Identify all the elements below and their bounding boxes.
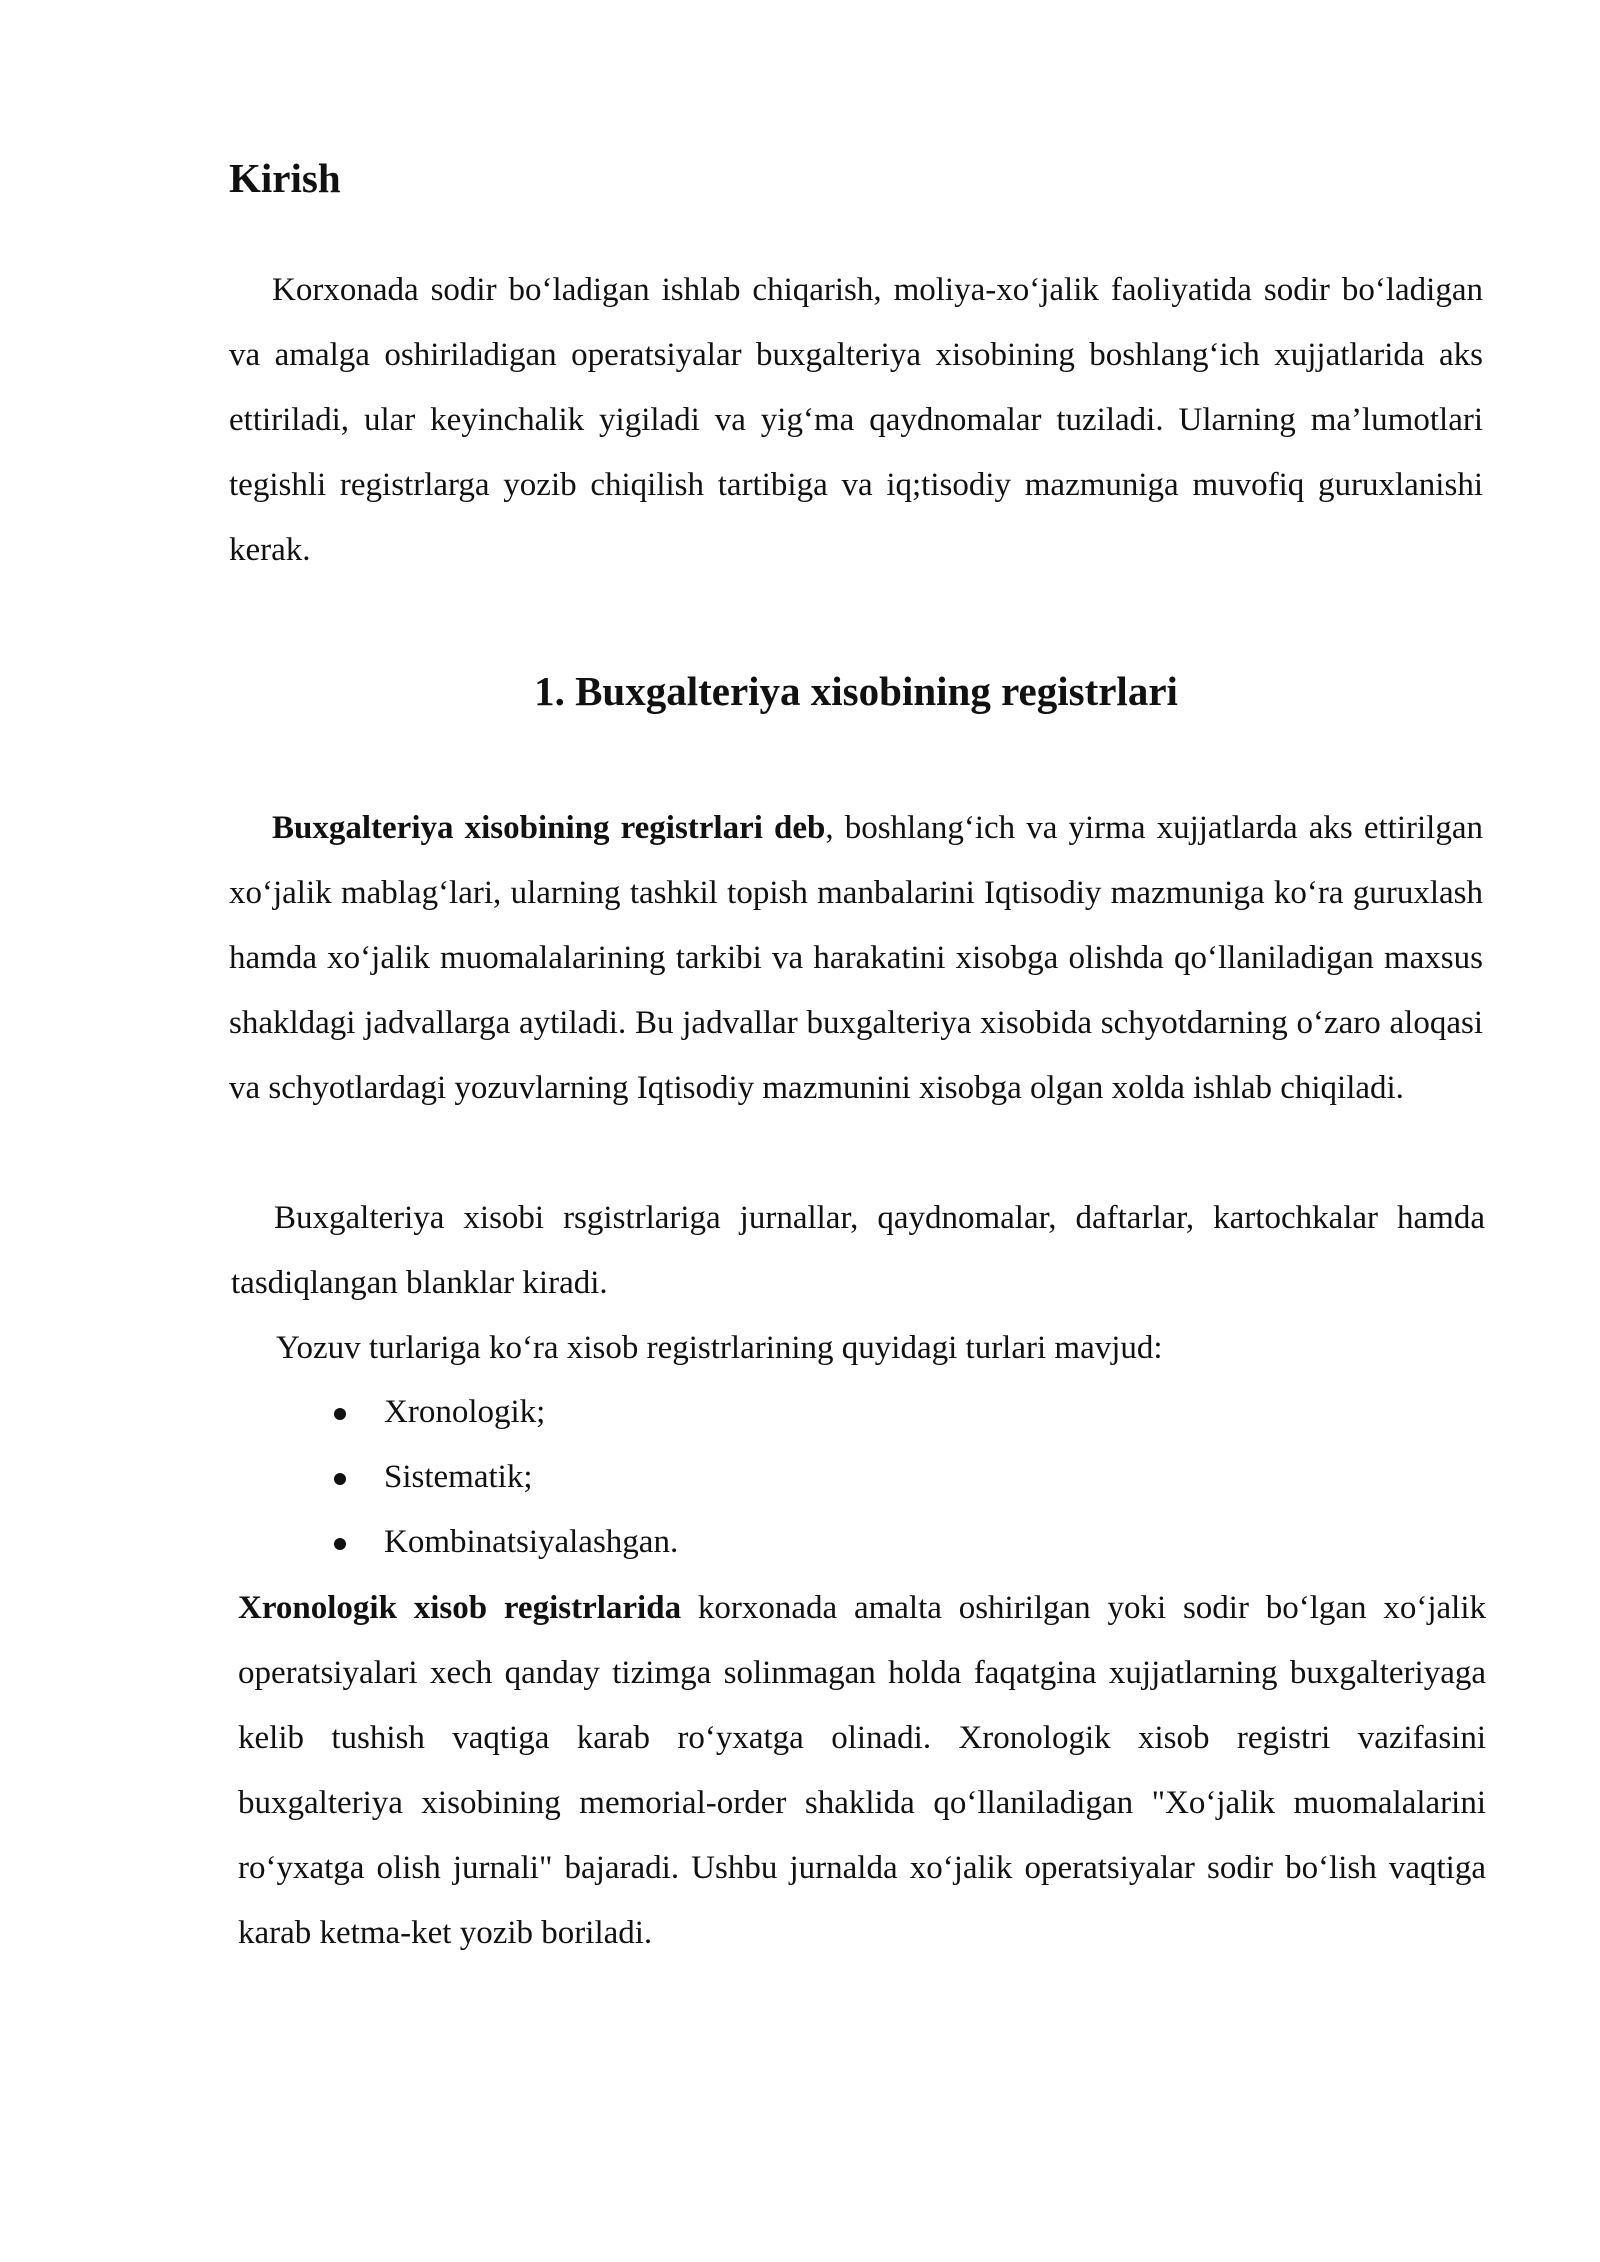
section-heading: 1. Buxgalteriya xisobining registrlari: [534, 668, 1178, 714]
types-intro-paragraph: Yozuv turlariga ko‘ra xisob registrlarining quyidagi turlari mavjud:: [276, 1330, 1163, 1366]
registers-paragraph: Buxgalteriya xisobi rsgistrlariga jurnallar, qaydnomalar, daftarlar, kartochkalar hamda tasdiqlangan blanklar kiradi.: [231, 1200, 1485, 1301]
chronological-text: korxonada amalta oshirilgan yoki sodir bo‘lgan xo‘jalik operatsiyalari xech qanday tizimga solinmagan holda faqatgina xujjatlarning buxgalteriyaga kelib tushish vaqtiga karab ro‘yxatga olinadi. Xronologik xisob registri vazifasini buxgalteriya xisobining memorial-order shaklida qo‘llaniladigan "Xo‘jalik muomalalarini ro‘yxatga olish jurnali" bajaradi. Ushbu jurnalda xo‘jalik operatsiyalar sodir bo‘lish vaqtiga karab ketma-ket yozib boriladi.: [238, 1590, 1486, 1951]
definition-text: , boshlang‘ich va yirma xujjatlarda aks ettirilgan xo‘jalik mablag‘lari, ularning tashkil topish manbalarini Iqtisodiy mazmuniga ko‘ra guruxlash hamda xo‘jalik muomalalarining tarkibi va harakatini xisobga olishda qo‘llaniladigan maxsus shakldagi jadvallarga aytiladi. Bu jadvallar buxgalteriya xisobida schyotdarning o‘zaro aloqasi va schyotlardagi yozuvlarning Iqtisodiy mazmunini xisobga olgan xolda ishlab chiqiladi.: [229, 810, 1483, 1106]
bullet-icon: [334, 1473, 346, 1485]
intro-paragraph: Korxonada sodir bo‘ladigan ishlab chiqarish, moliya-xo‘jalik faoliyatida sodir bo‘ladigan va amalga oshiriladigan operatsiyalar buxgalteriya xisobining boshlang‘ich xujjatlarida aks ettiriladi, ular keyinchalik yigiladi va yig‘ma qaydnomalar tuziladi. Ularning ma’lumotlari tegishli registrlarga yozib chiqilish tartibiga va iq;tisodiy mazmuniga muvofiq guruxlanishi kerak.: [229, 272, 1483, 568]
list-item-text: Sistematik;: [384, 1459, 533, 1495]
chronological-term: Xronologik xisob registrlarida: [238, 1590, 682, 1626]
list-item: [316, 1510, 678, 1575]
bullet-icon: [334, 1408, 346, 1420]
intro-heading: Kirish: [229, 155, 341, 201]
definition-paragraph: [229, 796, 1483, 1121]
list-item-text: Xronologik;: [384, 1394, 546, 1430]
list-item-text: Kombinatsiyalashgan.: [384, 1524, 679, 1560]
list-item: [316, 1380, 678, 1445]
bullet-icon: [334, 1538, 346, 1550]
register-types-list: [316, 1380, 678, 1575]
list-item: [316, 1445, 678, 1510]
definition-term: Buxgalteriya xisobining registrlari deb: [272, 810, 826, 846]
chronological-paragraph: [238, 1576, 1486, 1966]
